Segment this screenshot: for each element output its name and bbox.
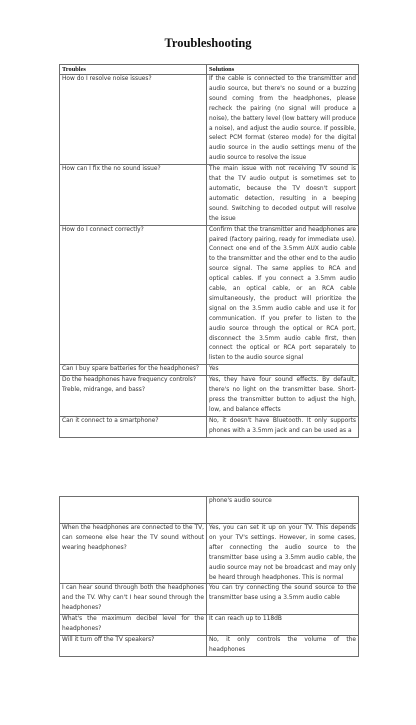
solution-cell: It can reach up to 118dB bbox=[207, 615, 359, 636]
solution-cell: Confirm that the transmitter and headphones are paired (factory pairing, ready for immediate use). Connect one end of the 3.5mm AUX audio cable to the transmitter and the other end to the audio source signal. The same applies to RCA and optical cables. If you connect a 3.5mm audio cable, an optical cable, or an RCA cable simultaneously, the product will prioritize the signal on the 3.5mm audio cable and use it for communication. If you prefer to listen to the audio source through the optical or RCA port, disconnect the 3.5mm audio cable first, then connect the optical or RCA port separately to listen to the audio source signal bbox=[207, 225, 359, 365]
trouble-cell: What's the maximum decibel level for the headphones? bbox=[60, 615, 207, 636]
trouble-cell: Will it turn off the TV speakers? bbox=[60, 635, 207, 656]
trouble-cell: Do the headphones have frequency controls? Treble, midrange, and bass? bbox=[60, 376, 207, 417]
table-row bbox=[60, 365, 359, 376]
solution-cell: If the cable is connected to the transmitter and audio source, but there's no sound or a buzzing sound coming from the headphones, please recheck the pairing (no signal will produce a noise), the battery level (low battery will produce a noise), and adjust the audio source. If possible, select PCM format (stereo mode) for the digital audio source in the audio settings menu of the audio source to resolve the issue bbox=[207, 75, 359, 165]
trouble-cell bbox=[60, 497, 207, 524]
troubleshooting-table bbox=[59, 64, 359, 438]
trouble-cell: Can it connect to a smartphone? bbox=[60, 416, 207, 437]
trouble-cell: Can I buy spare batteries for the headphones? bbox=[60, 365, 207, 376]
solution-cell: phone's audio source bbox=[207, 497, 359, 524]
solution-cell: You can try connecting the sound source to the transmitter base using a 3.5mm audio cable bbox=[207, 584, 359, 615]
solution-cell: No, it only controls the volume of the headphones bbox=[207, 635, 359, 656]
trouble-cell: I can hear sound through both the headphones and the TV. Why can't I hear sound through the headphones? bbox=[60, 584, 207, 615]
table-row bbox=[60, 524, 359, 584]
troubles-header: Troubles bbox=[60, 65, 207, 75]
trouble-cell: When the headphones are connected to the TV, can someone else hear the TV sound without wearing headphones? bbox=[60, 524, 207, 584]
trouble-cell: How can I fix the no sound issue? bbox=[60, 165, 207, 225]
table-row bbox=[60, 635, 359, 656]
table-row bbox=[60, 376, 359, 417]
trouble-cell: How do I connect correctly? bbox=[60, 225, 207, 365]
solutions-header: Solutions bbox=[207, 65, 359, 75]
solution-cell: Yes, you can set it up on your TV. This depends on your TV's settings. However, in some cases, after connecting the audio source to the transmitter base using a 3.5mm audio cable, the audio source may not be broadcast and may only be heard through headphones. This is normal bbox=[207, 524, 359, 584]
table-row bbox=[60, 615, 359, 636]
table-row bbox=[60, 165, 359, 225]
trouble-cell: How do I resolve noise issues? bbox=[60, 75, 207, 165]
solution-cell: The main issue with not receiving TV sound is that the TV audio output is sometimes set to automatic, because the TV doesn't support automatic detection, resulting in a beeping sound. Switching to decoded output will resolve the issue bbox=[207, 165, 359, 225]
table-row bbox=[60, 75, 359, 165]
page-title: Troubleshooting bbox=[164, 36, 252, 50]
table-row bbox=[60, 584, 359, 615]
table-row bbox=[60, 225, 359, 365]
table-row bbox=[60, 497, 359, 524]
solution-cell: Yes bbox=[207, 365, 359, 376]
table-header-row bbox=[60, 65, 359, 75]
troubleshooting-table-continued bbox=[59, 496, 359, 657]
solution-cell: Yes, they have four sound effects. By default, there's no light on the transmitter base. Short-press the transmitter button to adjust the high, low, and balance effects bbox=[207, 376, 359, 417]
solution-cell: No, it doesn't have Bluetooth. It only supports phones with a 3.5mm jack and can be used as a bbox=[207, 416, 359, 437]
table-row bbox=[60, 416, 359, 437]
